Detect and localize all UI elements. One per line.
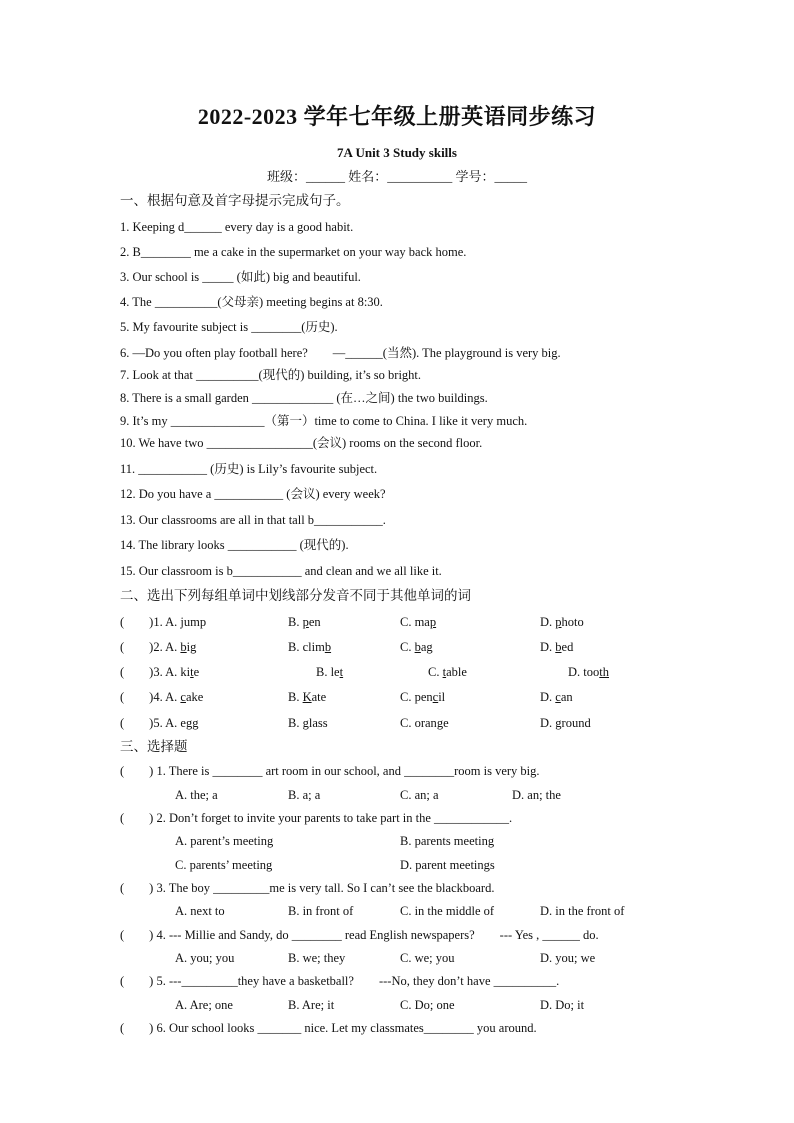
s3-q5-option-d: D. Do; it	[540, 998, 585, 1012]
underlined-letter: p	[555, 615, 562, 629]
s3-q4-option-a: A. you; you	[175, 951, 235, 965]
s2-row-num: ( )1. A.	[120, 615, 178, 629]
underlined-letter: g	[185, 716, 193, 730]
underlined-letter: b	[555, 640, 562, 654]
s3-q3-option-c: C. in the middle of	[400, 904, 495, 918]
s3-question-2: ( ) 2. Don’t forget to invite your parents to take part in the ____________.	[120, 811, 513, 825]
underlined-letter: g	[555, 716, 562, 730]
section2-heading: 二、选出下列每组单词中划线部分发音不同于其他单词的词	[120, 588, 471, 603]
underlined-letter: g	[436, 716, 444, 730]
s3-q2-option-a: A. parent’s meeting	[175, 834, 274, 848]
student-info-line: 班级：______ 姓名：__________ 学号：_____	[266, 169, 527, 184]
s3-q3-option-b: B. in front of	[288, 904, 354, 918]
s1-item-2: 2. B________ me a cake in the supermarket on your way back home.	[120, 245, 467, 259]
s3-q3-option-a: A. next to	[175, 904, 225, 918]
s1-item-9: 9. It’s my _______________（第一）time to come to China. I like it very much.	[120, 414, 528, 428]
s1-item-15: 15. Our classroom is b___________ and clean and we all like it.	[120, 564, 442, 578]
s3-q2-option-b: B. parents meeting	[400, 834, 495, 848]
s1-item-6: 6. —Do you often play football here? —______(当然). The playground is very big.	[120, 346, 561, 360]
underlined-letter: g	[302, 716, 309, 730]
s1-item-14: 14. The library looks ___________ (现代的).	[120, 538, 349, 552]
s3-q4-option-c: C. we; you	[400, 951, 455, 965]
page-title: 2022-2023 学年七年级上册英语同步练习	[197, 104, 597, 129]
section1-heading: 一、根据句意及首字母提示完成句子。	[120, 193, 350, 208]
s2-row-num: ( )3. A.	[120, 665, 178, 679]
s1-item-3: 3. Our school is _____ (如此) big and beautiful.	[120, 270, 361, 284]
s3-q1-option-b: B. a; a	[288, 788, 321, 802]
s3-question-5: ( ) 5. ---_________they have a basketball? ---No, they don’t have __________.	[120, 974, 560, 988]
s3-q1-option-d: D. an; the	[512, 788, 561, 802]
underlined-letter: p	[302, 615, 309, 629]
underlined-letter: t	[190, 665, 194, 679]
underlined-letter: j	[180, 615, 184, 629]
underlined-letter: b	[180, 640, 187, 654]
s3-q4-option-d: D. you; we	[540, 951, 596, 965]
underlined-letter: K	[302, 690, 312, 704]
s3-question-4: ( ) 4. --- Millie and Sandy, do ________ read English newspapers? --- Yes , ______ do.	[120, 928, 599, 942]
s3-q1-option-a: A. the; a	[175, 788, 218, 802]
s3-q5-option-b: B. Are; it	[288, 998, 335, 1012]
s1-item-8: 8. There is a small garden _____________ (在…之间) the two buildings.	[120, 391, 488, 405]
s1-item-1: 1. Keeping d______ every day is a good habit.	[120, 220, 354, 234]
s3-q5-option-c: C. Do; one	[400, 998, 455, 1012]
s1-item-4: 4. The __________(父母亲) meeting begins at 8:30.	[120, 295, 383, 309]
s3-q1-option-c: C. an; a	[400, 788, 439, 802]
underlined-letter: b	[414, 640, 421, 654]
s3-q2-option-d: D. parent meetings	[400, 858, 495, 872]
underlined-letter: t	[339, 665, 344, 679]
page-subtitle: 7A Unit 3 Study skills	[337, 145, 457, 160]
underlined-letter: t	[442, 665, 447, 679]
underlined-letter: th	[599, 665, 609, 679]
s2-row-num: ( )4. A.	[120, 690, 178, 704]
underlined-letter: p	[429, 615, 437, 629]
s3-q4-option-b: B. we; they	[288, 951, 346, 965]
s3-question-3: ( ) 3. The boy _________me is very tall. So I can’t see the blackboard.	[120, 881, 495, 895]
s3-question-1: ( ) 1. There is ________ art room in our school, and ________room is very big.	[120, 764, 540, 778]
s3-q5-option-a: A. Are; one	[175, 998, 233, 1012]
s1-item-7: 7. Look at that __________(现代的) building, it’s so bright.	[120, 368, 422, 382]
s3-q3-option-d: D. in the front of	[540, 904, 625, 918]
s3-question-6: ( ) 6. Our school looks _______ nice. Let my classmates________ you around.	[120, 1021, 537, 1035]
s1-item-11: 11. ___________ (历史) is Lily’s favourite subject.	[120, 462, 378, 476]
s1-item-13: 13. Our classrooms are all in that tall b___________.	[120, 513, 386, 527]
section3-heading: 三、选择题	[120, 739, 188, 754]
s1-item-5: 5. My favourite subject is ________(历史).	[120, 320, 338, 334]
underlined-letter: b	[324, 640, 332, 654]
s2-row-num: ( )5. A.	[120, 716, 178, 730]
worksheet-page: 2022-2023 学年七年级上册英语同步练习 7A Unit 3 Study skills 班级：______ 姓名：__________ 学号：_____ 一、根据句意及首字母提示完成句子。 1. Keeping d______ every day is a good habit. 2. B________ me a cake in the supermarket on your way back home. 3. Our school is _____ (如此) big and beautiful. 4. The __________(父母亲) meeting begins at 8:30. 5. My favourite subject is ________(历史). 6. —Do you often play football here? —______(当然). The playground is very big. 7. Look at that __________(现代的) building, it’s so bright. 8. There is a small garden _____________ (在…之间) the two buildings. 9. It’s my _______________（第一）time to come to China. I like it very much. 10. We have two _________________(会议) rooms on the second floor. 11. ___________ (历史) is Lily’s favourite subject. 12. Do you have a ___________ (会议) every week? 13. Our classrooms are all in that tall b___________. 14. The library looks ___________ (现代的). 15. Our classroom is b___________ and clean and we all like it. 二、选出下列每组单词中划线部分发音不同于其他单词的词 ( )1. A. jump B. pen C. map D. photo ( )2. A. big B. climb C. bag D. bed ( )3. A. kite B. let C. table D. tooth ( )4. A. cake B. Kate C. pencil D. can ( )5. A. egg B. glass C. orange D. ground 三、选择题 ( ) 1. There is ________ art room in our school, and ________room is very big. A. the; a B. a; a C. an; a D. an; the ( ) 2. Don’t forget to invite your parents to take part in the ____________. A. parent’s meeting B. parents meeting C. parents’ meeting D. parent meetings ( ) 3. The boy _________me is very tall. So I can’t see the blackboard. A. next to B. in front of C. in the middle of D. in the front of ( ) 4. --- Millie and Sandy, do ________ read English newspapers? --- Yes , ______ do. A. you; you B. we; they C. we; you D. you; we ( ) 5. ---_________they have a basketball? ---No, they don’t have __________. A. Are; one B. Are; it C. Do; one D. Do; it ( ) 6. Our school looks _______ nice. Let my classmates________ you around.	[0, 0, 794, 1123]
underlined-letter: c	[432, 690, 439, 704]
s1-item-10: 10. We have two _________________(会议) rooms on the second floor.	[120, 436, 483, 450]
s3-q2-option-c: C. parents’ meeting	[175, 858, 273, 872]
underlined-letter: c	[555, 690, 561, 704]
s2-row-num: ( )2. A.	[120, 640, 178, 654]
s1-item-12: 12. Do you have a ___________ (会议) every week?	[120, 487, 386, 501]
underlined-letter: c	[180, 690, 186, 704]
